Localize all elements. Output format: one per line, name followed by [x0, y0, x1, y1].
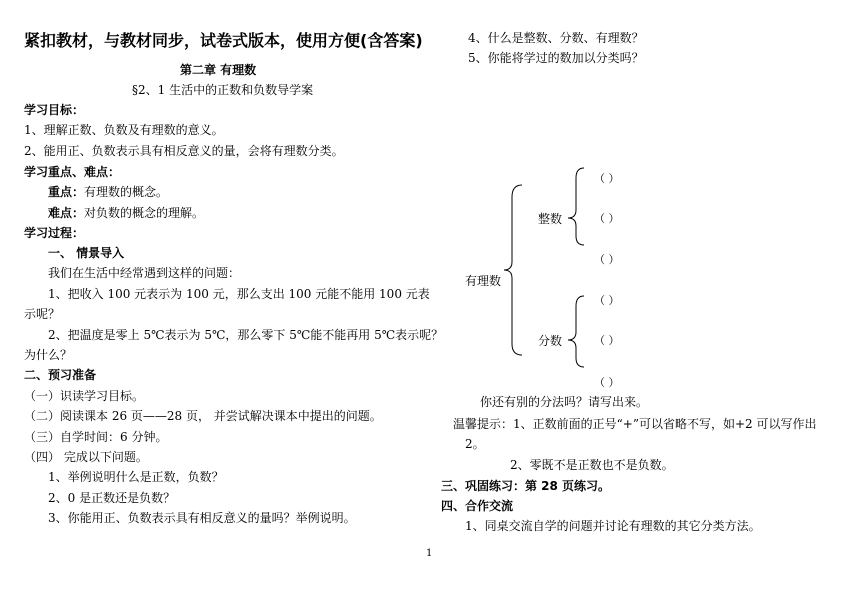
process-title: 学习过程： — [24, 226, 85, 240]
answer-blank[interactable]: （ ） — [594, 212, 620, 225]
goals-title: 学习目标： — [24, 103, 85, 117]
goal-item: 2、能用正、负数表示具有相反意义的量，会将有理数分类。 — [24, 144, 344, 158]
answer-blank[interactable]: （ ） — [594, 334, 620, 347]
question-4: 4、什么是整数、分数、有理数？ — [468, 31, 644, 45]
key-label: 重点： — [48, 185, 85, 199]
integer-brace — [568, 168, 584, 245]
page-number: 1 — [426, 548, 433, 559]
question-5: 5、你能将学过的数加以分类吗？ — [468, 51, 644, 65]
difficulty-point — [48, 205, 204, 221]
answer-blank[interactable]: （ ） — [594, 172, 620, 185]
prep-question: 1、举例说明什么是正数，负数？ — [48, 470, 224, 484]
prep-question: 2、0 是正数还是负数？ — [48, 491, 176, 505]
goal-item: 1、理解正数、负数及有理数的意义。 — [24, 123, 224, 137]
answer-blank[interactable]: （ ） — [594, 376, 620, 389]
part1-title: 一、 情景导入 — [48, 246, 125, 260]
tip-line: 2。 — [465, 437, 485, 451]
banner-title: 紧扣教材，与教材同步，试卷式版本，使用方便(含答案) — [24, 31, 423, 50]
answer-blank[interactable]: （ ） — [594, 294, 620, 307]
difficulty-label: 难点： — [48, 206, 85, 220]
tip-line: 2、零既不是正数也不是负数。 — [510, 458, 674, 472]
chapter-heading: 第二章 有理数 — [180, 63, 257, 77]
difficulty-text: 对负数的概念的理解。 — [84, 206, 205, 220]
fraction-brace — [568, 296, 584, 367]
tip-line: 温馨提示：1、正数前面的正号“+”可以省略不写，如+2 可以写作出 — [453, 417, 817, 431]
prep-item: （三）自学时间：6 分钟。 — [24, 430, 168, 444]
prep-item: （四） 完成以下问题。 — [24, 450, 148, 464]
key-title: 学习重点、难点： — [24, 165, 121, 179]
question-line: 示呢？ — [24, 307, 61, 321]
answer-blank[interactable]: （ ） — [594, 253, 620, 266]
key-text: 有理数的概念。 — [84, 185, 169, 199]
prep-question: 3、你能用正、负数表示具有相反意义的量吗？举例说明。 — [48, 511, 356, 525]
key-point — [48, 184, 168, 200]
fraction-label: 分数 — [538, 334, 563, 348]
question-line: 2、把温度是零上 5℃表示为 5℃，那么零下 5℃能不能再用 5℃表示呢？ — [48, 328, 444, 342]
rational-brace — [504, 185, 522, 355]
part3-title: 三、巩固练习：第 28 页练习。 — [441, 479, 611, 493]
question-line: 1、把收入 100 元表示为 100 元，那么支出 100 元能不能用 100 元表 — [48, 287, 430, 301]
rational-label: 有理数 — [465, 274, 502, 288]
part4-title: 四、合作交流 — [441, 499, 514, 513]
prep-item: （一）识读学习目标。 — [24, 389, 145, 403]
part2-title: 二、预习准备 — [24, 368, 97, 382]
integer-label: 整数 — [538, 212, 563, 226]
intro-text: 我们在生活中经常遇到这样的问题： — [48, 266, 241, 280]
section-heading: §2、1 生活中的正数和负数导学案 — [132, 83, 314, 97]
other-method-text: 你还有别的分法吗？请写出来。 — [480, 395, 649, 409]
question-line: 为什么？ — [24, 348, 73, 362]
prep-item: （二）阅读课本 26 页——28 页， 并尝试解决课本中提出的问题。 — [24, 409, 382, 423]
coop-item: 1、同桌交流自学的问题并讨论有理数的其它分类方法。 — [465, 519, 761, 533]
